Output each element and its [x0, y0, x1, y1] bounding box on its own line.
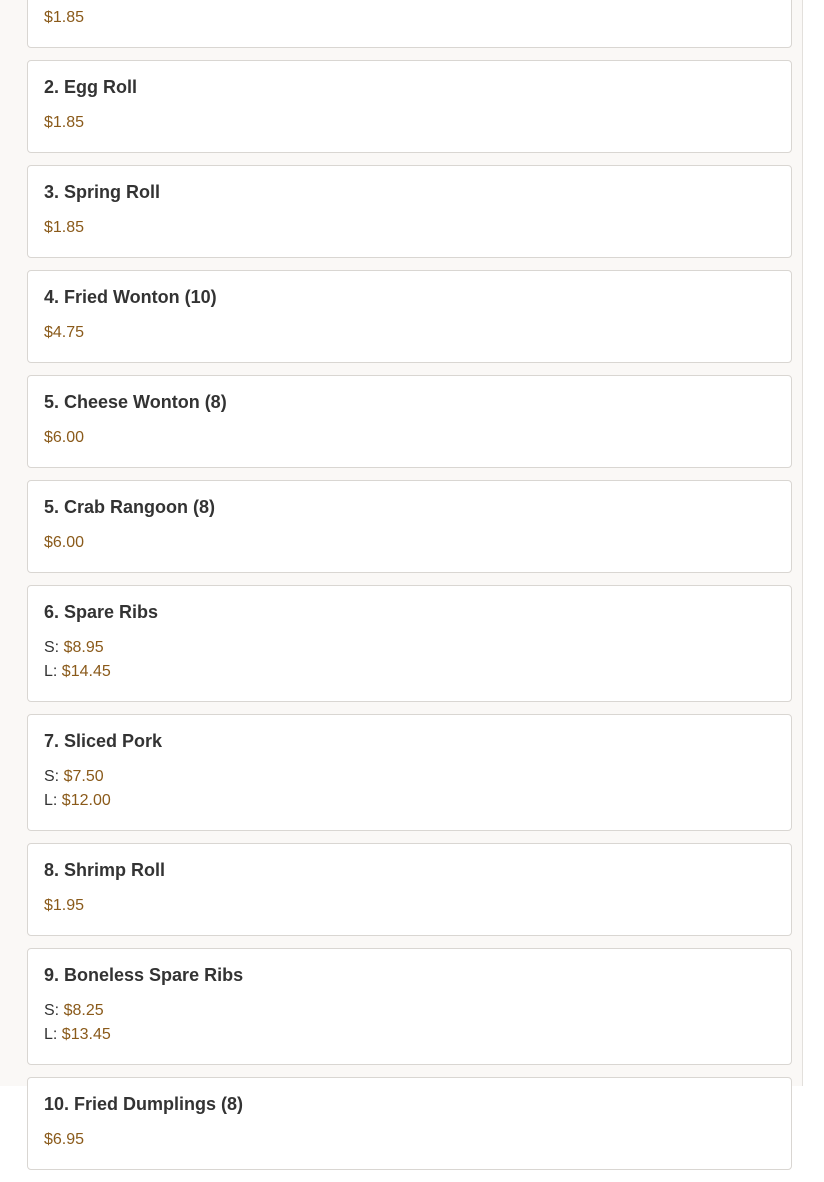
price-line	[44, 894, 775, 918]
menu-item-name: 2. Egg Roll	[44, 77, 138, 97]
size-label: S:	[44, 639, 60, 656]
price-amount: $8.25	[63, 1002, 104, 1019]
price-line	[44, 1128, 775, 1152]
size-label: L:	[44, 663, 58, 680]
price-amount: $1.85	[44, 219, 85, 236]
menu-item-card[interactable]	[27, 585, 792, 702]
menu-item-card[interactable]	[27, 165, 792, 258]
menu-item-name: 9. Boneless Spare Ribs	[44, 965, 244, 985]
price-amount: $6.00	[44, 429, 85, 446]
menu-item-name: 6. Spare Ribs	[44, 602, 159, 622]
price-amount: $8.95	[63, 639, 104, 656]
menu-item-card[interactable]	[27, 270, 792, 363]
price-line	[44, 216, 775, 240]
price-amount: $13.45	[61, 1026, 111, 1043]
menu-item-name: 7. Sliced Pork	[44, 731, 163, 751]
price-line	[44, 321, 775, 345]
price-line	[44, 111, 775, 135]
price-line	[44, 426, 775, 450]
price-line	[44, 531, 775, 555]
menu-item-name: 10. Fried Dumplings (8)	[44, 1094, 244, 1114]
price-amount: $1.85	[44, 9, 85, 26]
menu-item-card[interactable]	[27, 1077, 792, 1170]
menu-item-card[interactable]	[27, 843, 792, 936]
menu-item-card[interactable]	[27, 0, 792, 48]
price-line	[44, 789, 775, 813]
menu-item-card[interactable]	[27, 714, 792, 831]
size-label: S:	[44, 768, 60, 785]
price-line	[44, 999, 775, 1023]
price-amount: $6.95	[44, 1131, 85, 1148]
price-amount: $1.95	[44, 897, 85, 914]
size-label: S:	[44, 1002, 60, 1019]
menu-item-card[interactable]	[27, 60, 792, 153]
price-line	[44, 636, 775, 660]
price-amount: $14.45	[61, 663, 111, 680]
price-line	[44, 1023, 775, 1047]
price-amount: $4.75	[44, 324, 85, 341]
menu-item-card[interactable]	[27, 375, 792, 468]
menu-item-card[interactable]	[27, 480, 792, 573]
size-label: L:	[44, 792, 58, 809]
menu-item-list	[27, 0, 792, 1182]
price-line	[44, 6, 775, 30]
menu-item-name: 5. Cheese Wonton (8)	[44, 392, 227, 412]
price-amount: $7.50	[63, 768, 104, 785]
menu-item-name: 3. Spring Roll	[44, 182, 161, 202]
price-line	[44, 660, 775, 684]
price-amount: $6.00	[44, 534, 85, 551]
size-label: L:	[44, 1026, 58, 1043]
price-amount: $12.00	[61, 792, 111, 809]
price-line	[44, 765, 775, 789]
menu-item-name: 4. Fried Wonton (10)	[44, 287, 217, 307]
menu-item-name: 5. Crab Rangoon (8)	[44, 497, 216, 517]
menu-item-card[interactable]	[27, 948, 792, 1065]
price-amount: $1.85	[44, 114, 85, 131]
menu-item-name: 8. Shrimp Roll	[44, 860, 166, 880]
